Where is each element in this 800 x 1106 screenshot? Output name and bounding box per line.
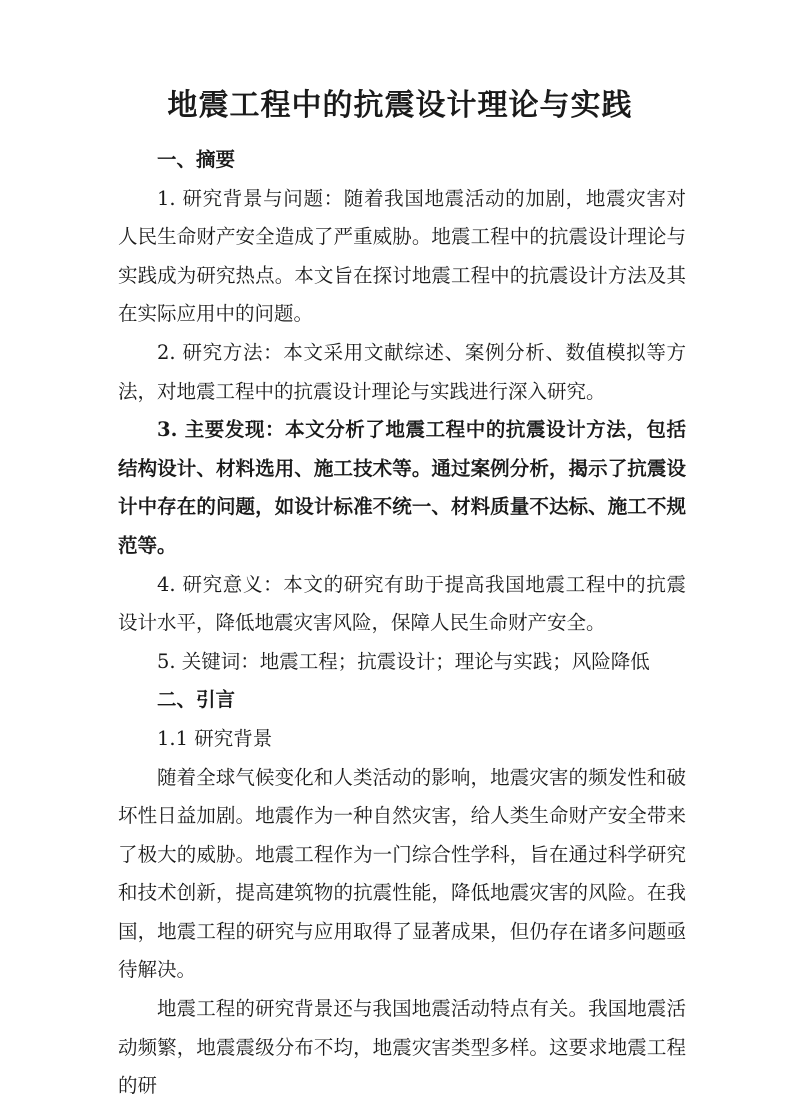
intro-paragraph-2: 地震工程的研究背景还与我国地震活动特点有关。我国地震活动频繁，地震震级分布不均，地震灾害类型多样。这要求地震工程的研	[118, 997, 686, 1098]
subsection-heading-background: 1.1 研究背景	[157, 726, 273, 750]
intro-paragraph-1: 随着全球气候变化和人类活动的影响，地震灾害的频发性和破坏性日益加剧。地震作为一种自然灾害，给人类生命财产安全带来了极大的威胁。地震工程作为一门综合性学科，旨在通过科学研究和技术创新，提高建筑物的抗震性能，降低地震灾害的风险。在我国，地震工程的研究与应用取得了显著成果，但仍存在诸多问题亟待解决。	[118, 765, 686, 982]
abstract-keywords: 5. 关键词：地震工程；抗震设计；理论与实践；风险降低	[157, 649, 650, 673]
abstract-paragraph-2: 2. 研究方法：本文采用文献综述、案例分析、数值模拟等方法，对地震工程中的抗震设计理论与实践进行深入研究。	[118, 340, 686, 403]
document-body	[118, 141, 686, 1106]
abstract-paragraph-4: 4. 研究意义：本文的研究有助于提高我国地震工程中的抗震设计水平，降低地震灾害风险，保障人民生命财产安全。	[118, 572, 686, 635]
section-heading-intro: 二、引言	[157, 688, 236, 712]
abstract-paragraph-1: 1. 研究背景与问题：随着我国地震活动的加剧，地震灾害对人民生命财产安全造成了严重威胁。地震工程中的抗震设计理论与实践成为研究热点。本文旨在探讨地震工程中的抗震设计方法及其在实际应用中的问题。	[118, 186, 686, 326]
section-heading-abstract: 一、摘要	[157, 148, 236, 171]
page-title: 地震工程中的抗震设计理论与实践	[167, 88, 633, 123]
abstract-paragraph-3: 3. 主要发现：本文分析了地震工程中的抗震设计方法，包括结构设计、材料选用、施工技术等。通过案例分析，揭示了抗震设计中存在的问题，如设计标准不统一、材料质量不达标、施工不规范等。	[118, 418, 686, 557]
